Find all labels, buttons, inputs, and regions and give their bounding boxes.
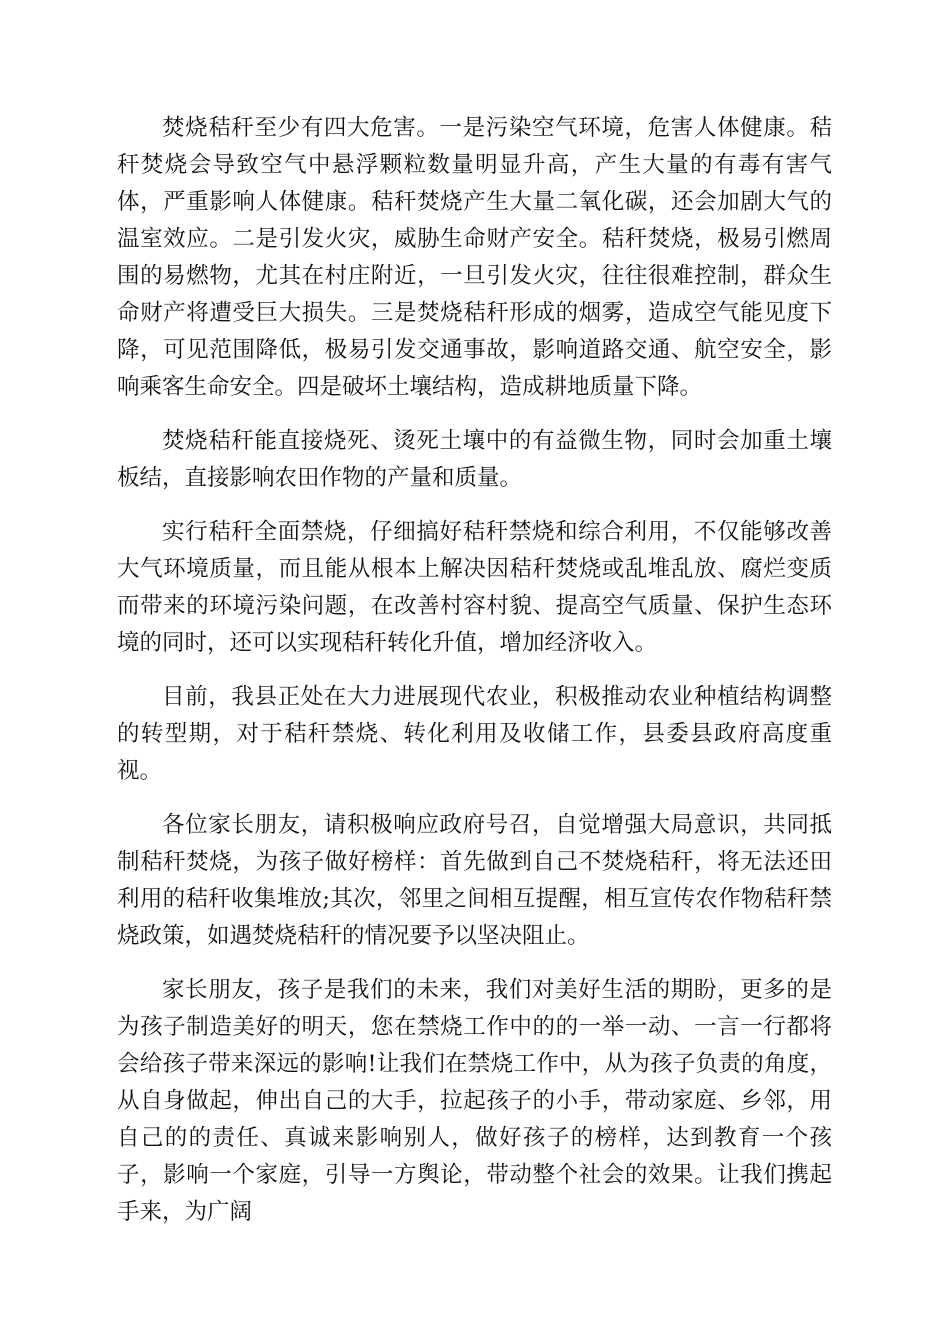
paragraph-county-policy: 目前，我县正处在大力进展现代农业，积极推动农业种植结构调整的转型期，对于秸秆禁烧、转化利用及收储工作，县委县政府高度重视。 [117, 684, 832, 784]
paragraph-soil: 焚烧秸秆能直接烧死、烫死土壤中的有益微生物，同时会加重土壤板结，直接影响农田作物的产量和质量。 [117, 428, 832, 491]
document-body [117, 110, 832, 1248]
paragraph-ban-benefits: 实行秸秆全面禁烧，仔细搞好秸秆禁烧和综合利用，不仅能够改善大气环境质量，而且能从根本上解决因秸秆焚烧或乱堆乱放、腐烂变质而带来的环境污染问题，在改善村容村貌、提高空气质量、保护生态环境的同时，还可以实现秸秆转化升值，增加经济收入。 [117, 519, 832, 656]
paragraph-children-future: 家长朋友，孩子是我们的未来，我们对美好生活的期盼，更多的是为孩子制造美好的明天，您在禁烧工作中的的一举一动、一言一行都将会给孩子带来深远的影响!让我们在禁烧工作中，从为孩子负责的角度，从自身做起，伸出自己的大手，拉起孩子的小手，带动家庭、乡邻，用自己的的责任、真诚来影响别人，做好孩子的榜样，达到教育一个孩子，影响一个家庭，引导一方舆论，带动整个社会的效果。让我们携起手来，为广阔 [117, 977, 832, 1225]
paragraph-harms: 焚烧秸秆至少有四大危害。一是污染空气环境，危害人体健康。秸秆焚烧会导致空气中悬浮颗粒数量明显升高，产生大量的有毒有害气体，严重影响人体健康。秸秆焚烧产生大量二氧化碳，还会加剧大气的温室效应。二是引发火灾，威胁生命财产安全。秸秆焚烧，极易引燃周围的易燃物，尤其在村庄附近，一旦引发火灾，往往很难控制，群众生命财产将遭受巨大损失。三是焚烧秸秆形成的烟雾，造成空气能见度下降，可见范围降低，极易引发交通事故，影响道路交通、航空安全，影响乘客生命安全。四是破坏土壤结构，造成耕地质量下降。 [117, 115, 832, 400]
paragraph-parents-call: 各位家长朋友，请积极响应政府号召，自觉增强大局意识，共同抵制秸秆焚烧，为孩子做好榜样：首先做到自己不焚烧秸秆，将无法还田利用的秸秆收集堆放;其次，邻里之间相互提醒，相互宣传农作物秸秆禁烧政策，如遇焚烧秸秆的情况要予以坚决阻止。 [117, 812, 832, 949]
